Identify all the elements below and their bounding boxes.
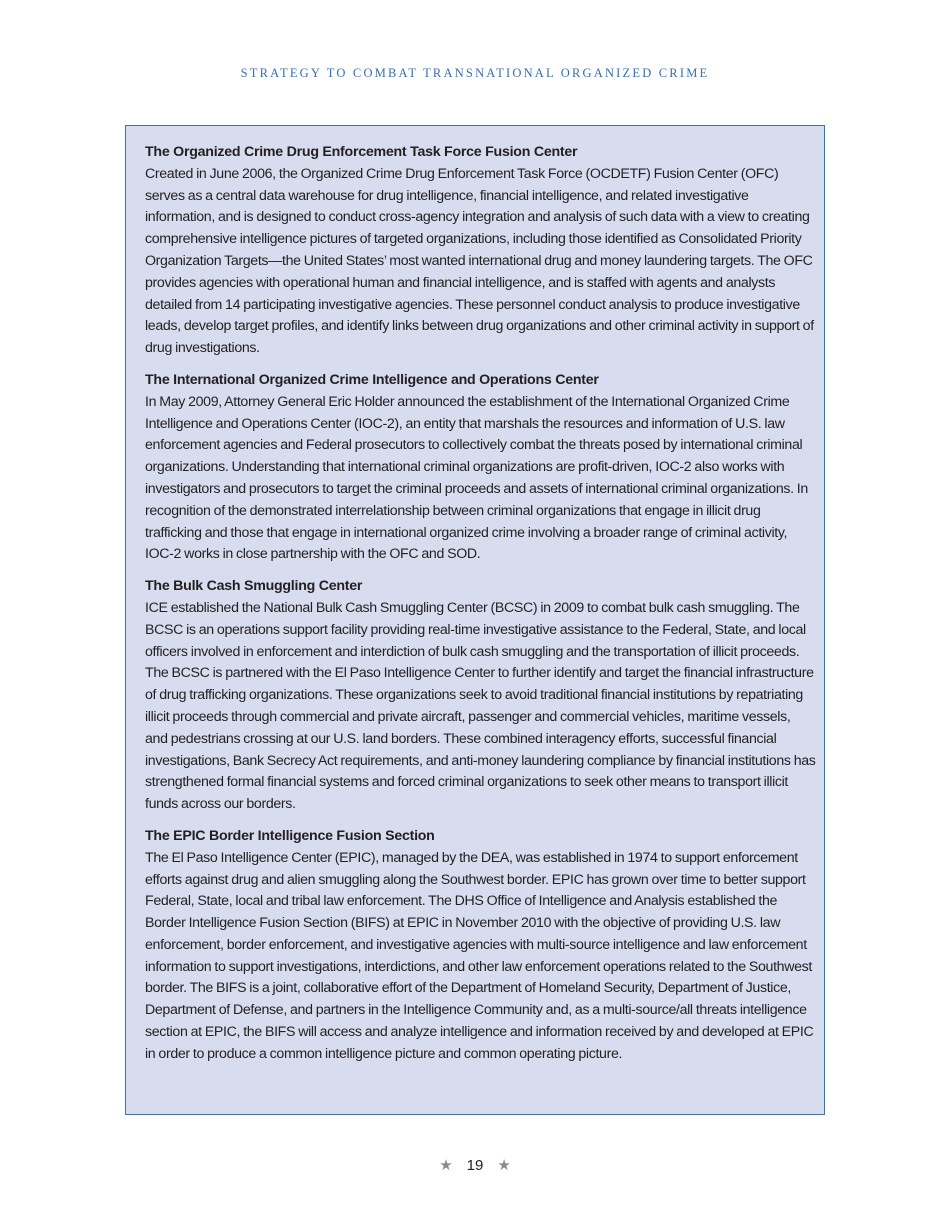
running-head: STRATEGY TO COMBAT TRANSNATIONAL ORGANIZED CRIME [240, 66, 710, 80]
section-heading: The Organized Crime Drug Enforcement Task Force Fusion Center [145, 144, 578, 160]
section-body: The El Paso Intelligence Center (EPIC), managed by the DEA, was established in 1974 to support enforcement efforts against drug and alien smuggling along the Southwest border. EPIC has grown over time to better support Federal, State, local and tribal law enforcement. The DHS Office of Intelligence and Analysis established the Border Intelligence Fusion Section (BIFS) at EPIC in November 2010 with the objective of providing U.S. law enforcement, border enforcement, and investigative agencies with multi-source intelligence and law enforcement information to support investigations, interdictions, and other law enforcement operations related to the Southwest border. The BIFS is a joint, collaborative effort of the Department of Homeland Security, Department of Justice, Department of Defense, and partners in the Intelligence Community and, as a multi-source/all threats intelligence section at EPIC, the BIFS will access and analyze intelligence and information received by and developed at EPIC in order to produce a common intelligence picture and common operating picture. [145, 849, 814, 1062]
section-ioc2 [145, 370, 816, 566]
section-heading: The EPIC Border Intelligence Fusion Section [145, 827, 435, 844]
sidebar-box [125, 125, 825, 1115]
section-bulk-cash-smuggling-center [145, 576, 816, 816]
section-heading: The Bulk Cash Smuggling Center [145, 578, 363, 595]
section-heading: The International Organized Crime Intelligence and Operations Center [145, 371, 599, 388]
star-icon: ★ [439, 1157, 453, 1174]
section-ocdetf-fusion-center [145, 142, 816, 360]
section-body: In May 2009, Attorney General Eric Holder announced the establishment of the International Organized Crime Intelligence and Operations Center (IOC-2), an entity that marshals the resources and information of U.S. law enforcement agencies and Federal prosecutors to collectively combat the threats posed by international criminal organizations. Understanding that international criminal organizations are profit-driven, IOC-2 also works with investigators and prosecutors to target the criminal proceeds and assets of international criminal organizations. In recognition of the demonstrated interrelationship between criminal organizations that engage in illicit drug trafficking and those that engage in international organized crime involving a broader range of criminal activity, IOC-2 works in close partnership with the OFC and SOD. [145, 393, 808, 563]
section-epic-bifs [145, 826, 816, 1066]
section-body: ICE established the National Bulk Cash Smuggling Center (BCSC) in 2009 to combat bulk cash smuggling. The BCSC is an operations support facility providing real-time investigative assistance to the Federal, State, and local officers involved in enforcement and interdiction of bulk cash smuggling and the transportation of illicit proceeds. The BCSC is partnered with the El Paso Intelligence Center to further identify and target the financial infrastructure of drug trafficking organizations. These organizations seek to avoid traditional financial institutions by repatriating illicit proceeds through commercial and private aircraft, passenger and commercial vehicles, maritime vessels, and pedestrians crossing at our U.S. land borders. These combined interagency efforts, successful financial investigations, Bank Secrecy Act requirements, and anti-money laundering compliance by financial institutions has strengthened formal financial systems and forced criminal organizations to seek other means to transport illicit funds across our borders. [145, 599, 816, 813]
star-icon: ★ [497, 1157, 511, 1174]
page-number: 19 [466, 1157, 484, 1174]
page-footer [0, 1156, 950, 1174]
section-body: Created in June 2006, the Organized Crime Drug Enforcement Task Force (OCDETF) Fusion Center (OFC) serves as a central data warehouse for drug intelligence, financial intelligence, and related investigative information, and is designed to conduct cross-agency integration and analysis of such data with a view to creating comprehensive intelligence pictures of targeted organizations, including those identified as Consolidated Priority Organization Targets—the United States’ most wanted international drug and money laundering targets. The OFC provides agencies with operational human and financial intelligence, and is staffed with agents and analysts detailed from 14 participating investigative agencies. These personnel conduct analysis to produce investigative leads, develop target profiles, and identify links between drug organizations and other criminal activity in support of drug investigations. [145, 165, 814, 357]
